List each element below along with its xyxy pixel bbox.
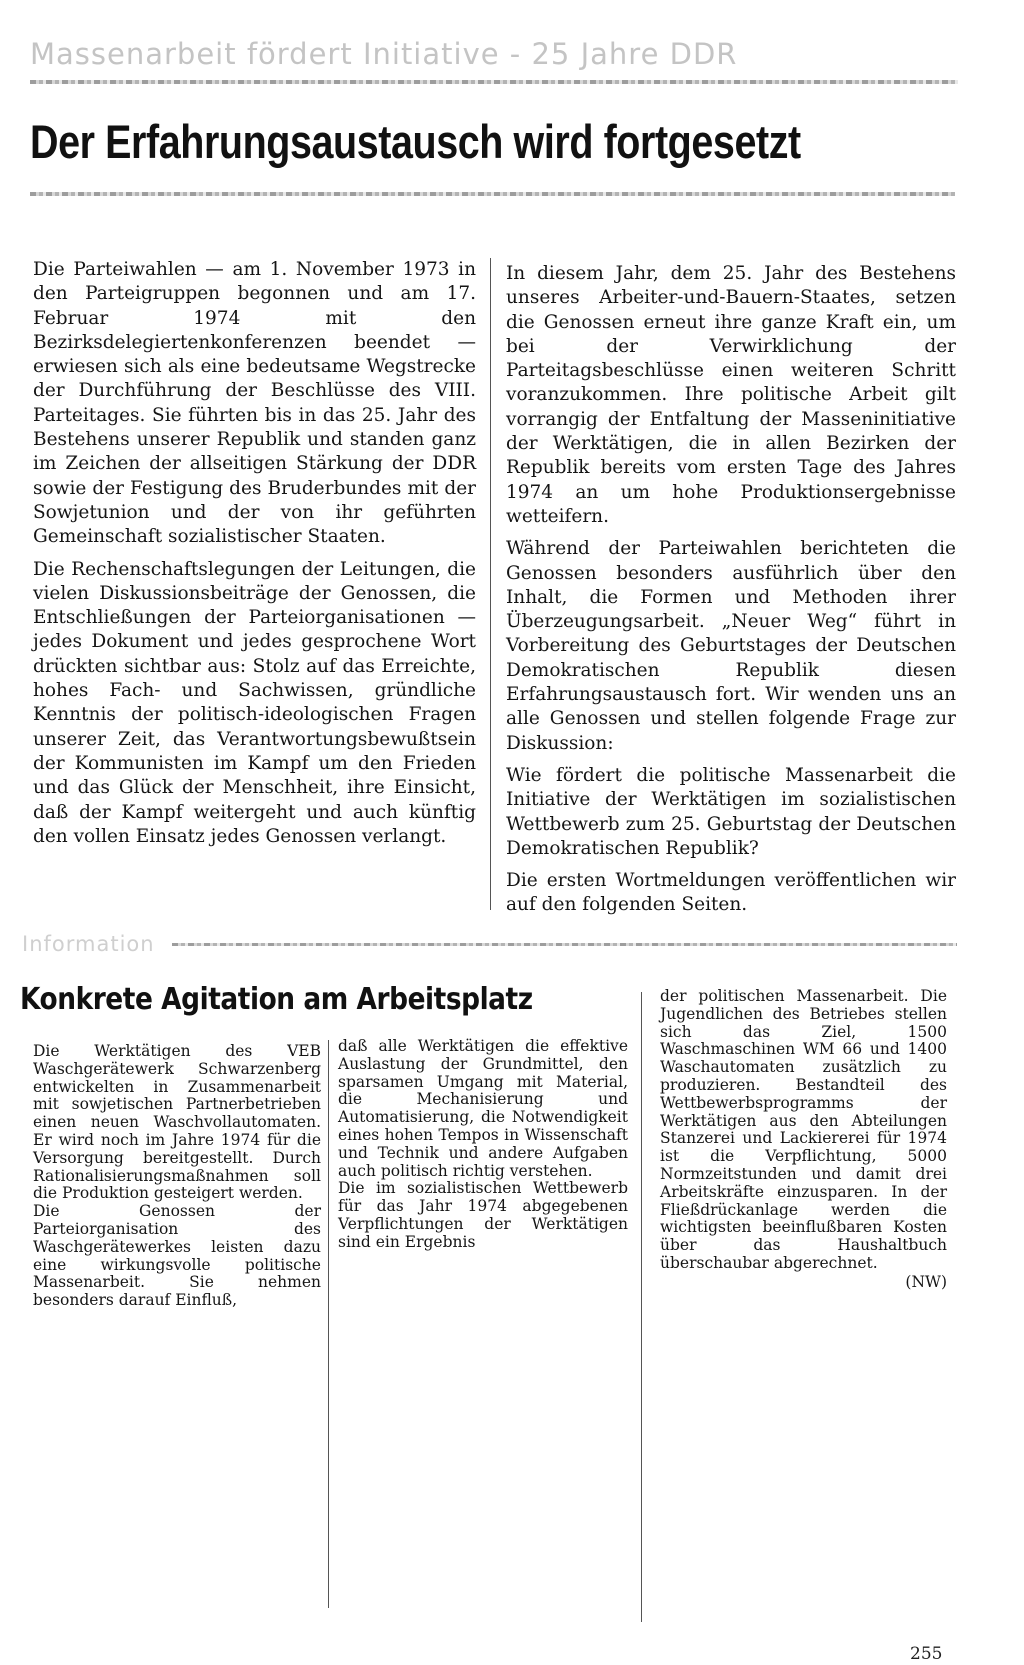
information-paragraph: Die Genossen der Parteiorganisation des Waschgerätewerkes leisten dazu eine wirkungsvolle politische Massenarbeit. Sie nehmen besonders darauf Einfluß, xyxy=(33,1202,321,1310)
column-divider xyxy=(328,1040,329,1608)
information-label: Information xyxy=(22,932,155,956)
article-question: Wie fördert die politische Massenarbeit die Initiative der Werktätigen im sozialistischen Wettbewerb zum 25. Geburtstag der Deutschen Demokratischen Republik? xyxy=(506,764,956,859)
article-paragraph: In diesem Jahr, dem 25. Jahr des Bestehens unseres Arbeiter-und-Bauern-Staates, setzen die Genossen erneut ihre ganze Kraft ein, um bei der Verwirklichung der Parteitagsbeschlüsse einen weiteren Schritt voranzukommen. Ihre politische Arbeit gilt vorrangig der Entfaltung der Masseninitiative der Werktätigen, die in allen Bezirken der Republik bereits vom ersten Tage des Jahres 1974 an um hohe Produktionsergebnisse wetteifern. xyxy=(506,263,956,527)
information-paragraph: daß alle Werktätigen die effektive Auslastung der Grundmittel, den sparsamen Umgang mit Material, die Mechanisierung und Automatisierung, die Notwendigkeit eines hohen Tempos in Wissenschaft und Technik und andere Aufgaben auch politisch richtig verstehen. xyxy=(338,1037,628,1180)
information-paragraph: Die Werktätigen des VEB Waschgerätewerk Schwarzenberg entwickelten in Zusammenarbeit mit sowjetischen Partnerbetrieben einen neuen Waschvollautomaten. Er wird noch im Jahre 1974 für die Versorgung bereitgestellt. Durch Rationalisierungsmaßnahmen soll die Produktion gesteigert werden. xyxy=(33,1042,321,1203)
information-paragraph: der politischen Massenarbeit. Die Jugendlichen des Betriebes stellen sich das Ziel, 1500 Waschmaschinen WM 66 und 1400 Waschautomaten zusätzlich zu produzieren. Bestandteil des Wettbewerbsprogramms der Werktätigen aus den Abteilungen Stanzerei und Lackiererei für 1974 ist die Verpflichtung, 5000 Normzeitstunden und damit drei Arbeitskräfte einzusparen. In der Fließdrückanlage werden die wichtigsten beeinflußbaren Kosten über das Haushaltbuch überschaubar abgerechnet. xyxy=(660,987,947,1272)
column-divider xyxy=(490,258,491,910)
information-column-3 xyxy=(660,988,947,1292)
article-column-2 xyxy=(506,262,956,926)
information-paragraph: Die im sozialistischen Wettbewerb für das Jahr 1974 abgegebenen Verpflichtungen der Werktätigen sind ein Ergebnis xyxy=(338,1179,628,1251)
article-paragraph: Die Parteiwahlen — am 1. November 1973 in den Parteigruppen begonnen und am 17. Februar 1974 mit den Bezirksdelegiertenkonferenzen beendet — erwiesen sich als eine bedeutsame Wegstrecke der Durchführung der Beschlüsse des VIII. Parteitages. Sie führten bis in das 25. Jahr des Bestehens unserer Republik und standen ganz im Zeichen der allseitigen Stärkung der DDR sowie der Festigung des Bruderbundes mit der Sowjetunion und der von ihr geführten Gemeinschaft sozialistischer Staaten. xyxy=(33,259,476,548)
article-paragraph: Die ersten Wortmeldungen veröffentlichen wir auf den folgenden Seiten. xyxy=(506,870,956,916)
article-paragraph: Während der Parteiwahlen berichteten die Genossen besonders ausführlich über den Inhalt, die Formen und Methoden ihrer Überzeugungsarbeit. „Neuer Weg“ führt in Vorbereitung des Geburtstages der Deutschen Demokratischen Republik diesen Erfahrungsaustausch fort. Wir wenden uns an alle Genossen und stellen folgende Frage zur Diskussion: xyxy=(506,538,956,754)
headline-rule xyxy=(30,192,955,196)
section-kicker: Massenarbeit fördert Initiative - 25 Jahre DDR xyxy=(30,37,738,71)
page-number: 255 xyxy=(910,1644,943,1664)
top-rule xyxy=(30,80,958,84)
information-column-1 xyxy=(33,1043,321,1310)
information-title: Konkrete Agitation am Arbeitsplatz xyxy=(20,982,533,1017)
article-column-1 xyxy=(33,258,476,857)
article-paragraph: Die Rechenschaftslegungen der Leitungen, die vielen Diskussionsbeiträge der Genossen, die Entschließungen der Parteiorganisationen — jedes Dokument und jedes gesprochene Wort drückten sichtbar aus: Stolz auf das Erreichte, hohes Fach- und Sachwissen, gründliche Kenntnis der politisch-ideologischen Fragen unserer Zeit, das Verantwortungsbewußtsein der Kommunisten im Kampf um den Frieden und das Glück der Menschheit, ihre Einsicht, daß der Kampf weitergeht und auch künftig den vollen Einsatz jedes Genossen verlangt. xyxy=(33,558,476,847)
information-rule xyxy=(172,943,957,946)
column-divider xyxy=(641,992,642,1622)
page-headline: Der Erfahrungsaustausch wird fortgesetzt xyxy=(30,115,801,168)
author-signature: (NW) xyxy=(905,1272,947,1291)
information-column-2 xyxy=(338,1038,628,1252)
